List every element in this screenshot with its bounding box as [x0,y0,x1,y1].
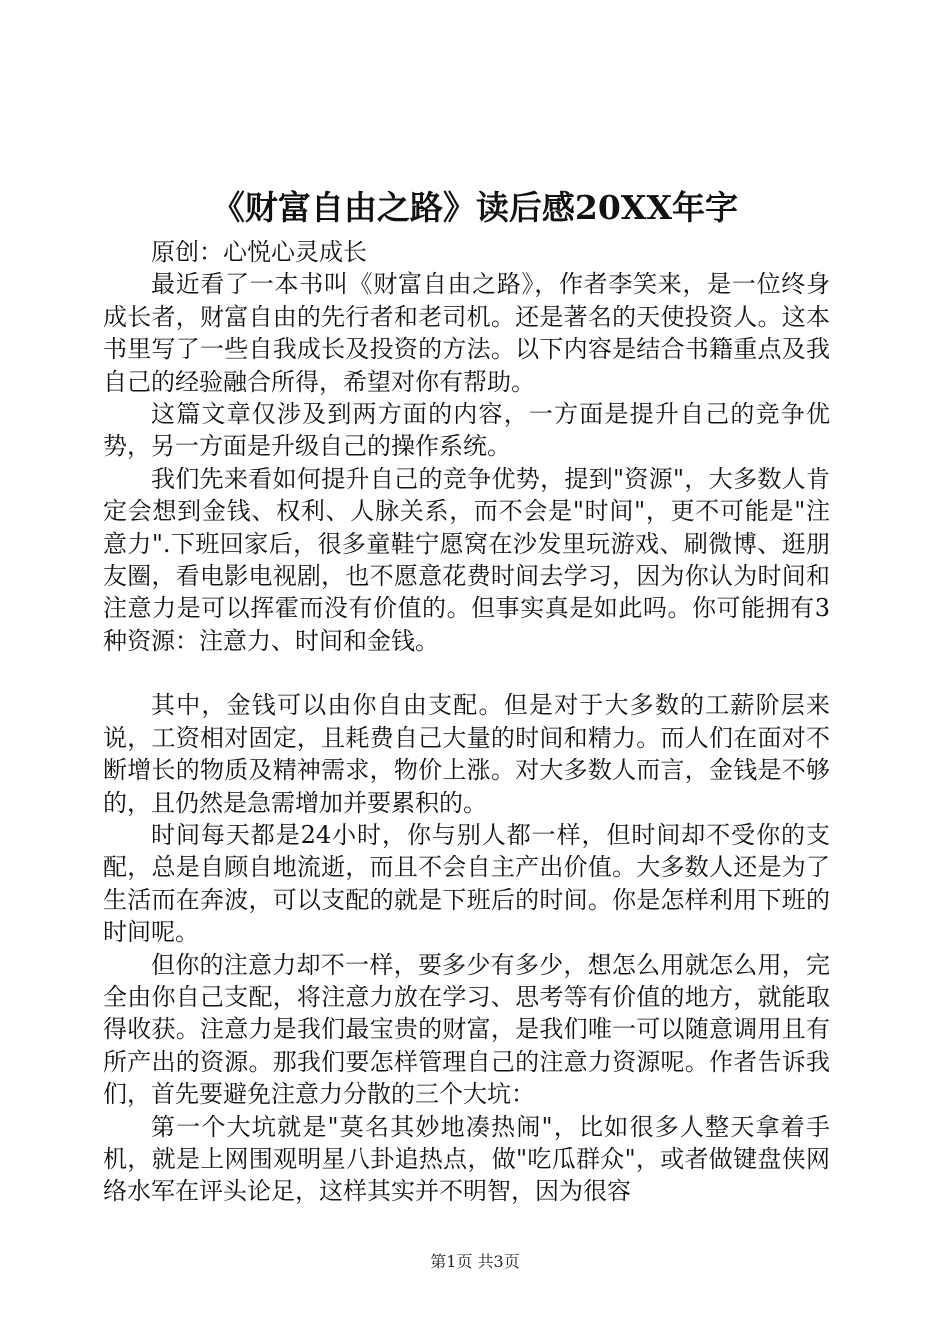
document-body [103,236,830,1208]
author-line: 原创：心悦心灵成长 [151,238,367,266]
paragraph-attention: 但你的注意力却不一样，要多少有多少，想怎么用就怎么用，完全由你自己支配，将注意力放在学习、思考等有价值的地方，就能取得收获。注意力是我们最宝贵的财富，是我们唯一可以随意调用且有所产出的资源。那我们要怎样管理自己的注意力资源呢。作者告诉我们，首先要避免注意力分散的三个大坑： [103,950,830,1109]
paragraph-time: 时间每天都是24小时，你与别人都一样，但时间却不受你的支配，总是自顾自地流逝，而且不会自主产出价值。大多数人还是为了生活而在奔波，可以支配的就是下班后的时间。你是怎样利用下班的时间呢。 [103,820,830,947]
paragraph-resources: 我们先来看如何提升自己的竞争优势，提到"资源"，大多数人肯定会想到金钱、权利、人脉关系，而不会是"时间"，更不可能是"注意力".下班回家后，很多童鞋宁愿窝在沙发里玩游戏、刷微博、逛朋友圈，看电影电视剧，也不愿意花费时间去学习，因为你认为时间和注意力是可以挥霍而没有价值的。但事实真是如此吗。你可能拥有3种资源：注意力、时间和金钱。 [103,464,830,655]
paragraph-scope: 这篇文章仅涉及到两方面的内容，一方面是提升自己的竞争优势，另一方面是升级自己的操作系统。 [103,400,830,461]
page-footer: 第1页 共3页 [430,1252,520,1271]
document-title: 《财富自由之路》读后感20XX年字 [211,188,739,227]
paragraph-gap [103,657,830,689]
paragraph-money: 其中，金钱可以由你自由支配。但是对于大多数的工薪阶层来说，工资相对固定，且耗费自己大量的时间和精力。而人们在面对不断增长的物质及精神需求，物价上涨。对大多数人而言，金钱是不够的，且仍然是急需增加并要累积的。 [103,691,830,817]
paragraph-first-pitfall: 第一个大坑就是"莫名其妙地凑热闹"，比如很多人整天拿着手机，就是上网围观明星八卦追热点，做"吃瓜群众"，或者做键盘侠网络水军在评头论足，这样其实并不明智，因为很容 [103,1112,830,1206]
paragraph-intro: 最近看了一本书叫《财富自由之路》，作者李笑来，是一位终身成长者，财富自由的先行者和老司机。还是著名的天使投资人。这本书里写了一些自我成长及投资的方法。以下内容是结合书籍重点及我自己的经验融合所得，希望对你有帮助。 [103,270,830,396]
